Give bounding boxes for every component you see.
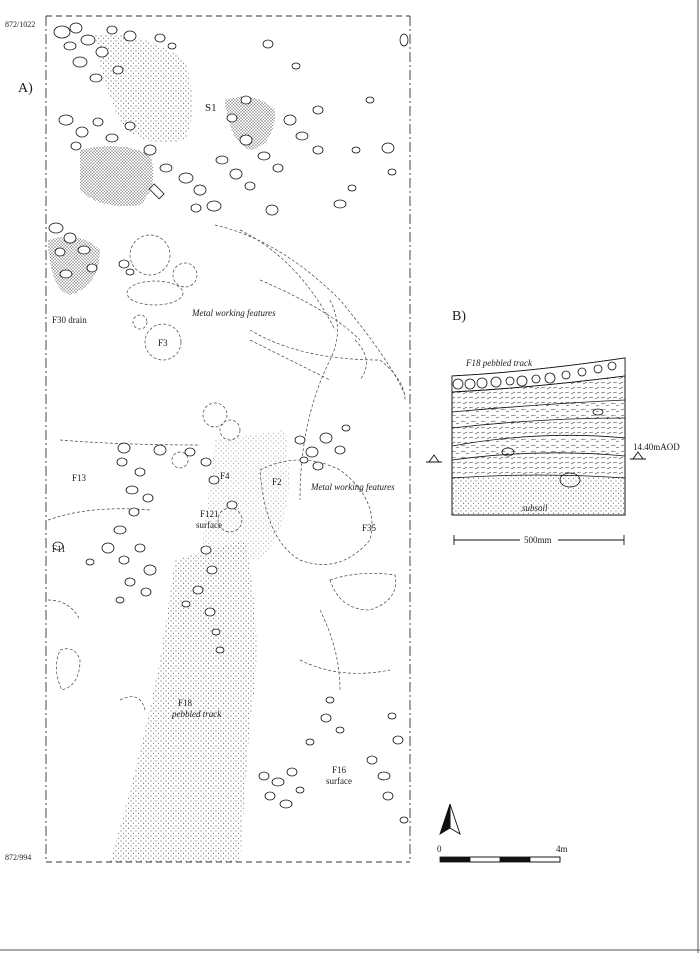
label-f3: F3 — [158, 338, 168, 348]
scale-b-label: 500mm — [524, 535, 552, 545]
f18-track-fade — [200, 430, 289, 560]
label-f18-pebbled-track-b: F18 pebbled track — [466, 358, 532, 368]
label-f121: F121 — [200, 509, 219, 519]
label-level: 14.40mAOD — [633, 442, 680, 452]
scale-bar-a — [440, 857, 560, 862]
label-f16: F16 — [332, 765, 347, 775]
scale-a-start: 0 — [437, 844, 442, 854]
label-metal-working-upper: Metal working features — [192, 308, 276, 318]
label-subsoil: subsoil — [522, 503, 548, 513]
grid-ref-top: 872/1022 — [5, 20, 36, 29]
label-f35: F35 — [362, 523, 377, 533]
north-arrow-icon — [440, 804, 460, 834]
label-metal-working-right: Metal working features — [311, 482, 395, 492]
scale-a-end: 4m — [556, 844, 568, 854]
label-f11: F11 — [52, 544, 66, 554]
label-f13: F13 — [72, 473, 87, 483]
grid-ref-bottom: 872/994 — [5, 853, 32, 862]
label-f2: F2 — [272, 477, 282, 487]
panel-b — [426, 309, 680, 547]
stone-cluster-lower — [259, 697, 408, 823]
stippled-deposits-upper — [48, 34, 275, 295]
level-marker-left-icon — [426, 455, 442, 462]
label-s1: S1 — [205, 102, 217, 114]
level-marker-right-icon — [630, 452, 646, 459]
label-f18-pebbled-track: pebbled track — [172, 709, 222, 719]
label-f121-surface: surface — [196, 520, 222, 530]
label-f4: F4 — [220, 471, 230, 481]
label-f16-surface: surface — [326, 776, 352, 786]
panel-a-label: A) — [18, 81, 33, 96]
label-f30-drain: F30 drain — [52, 315, 87, 325]
panel-b-label: B) — [452, 309, 466, 324]
section-drawing — [452, 358, 625, 515]
label-f18: F18 — [178, 698, 193, 708]
